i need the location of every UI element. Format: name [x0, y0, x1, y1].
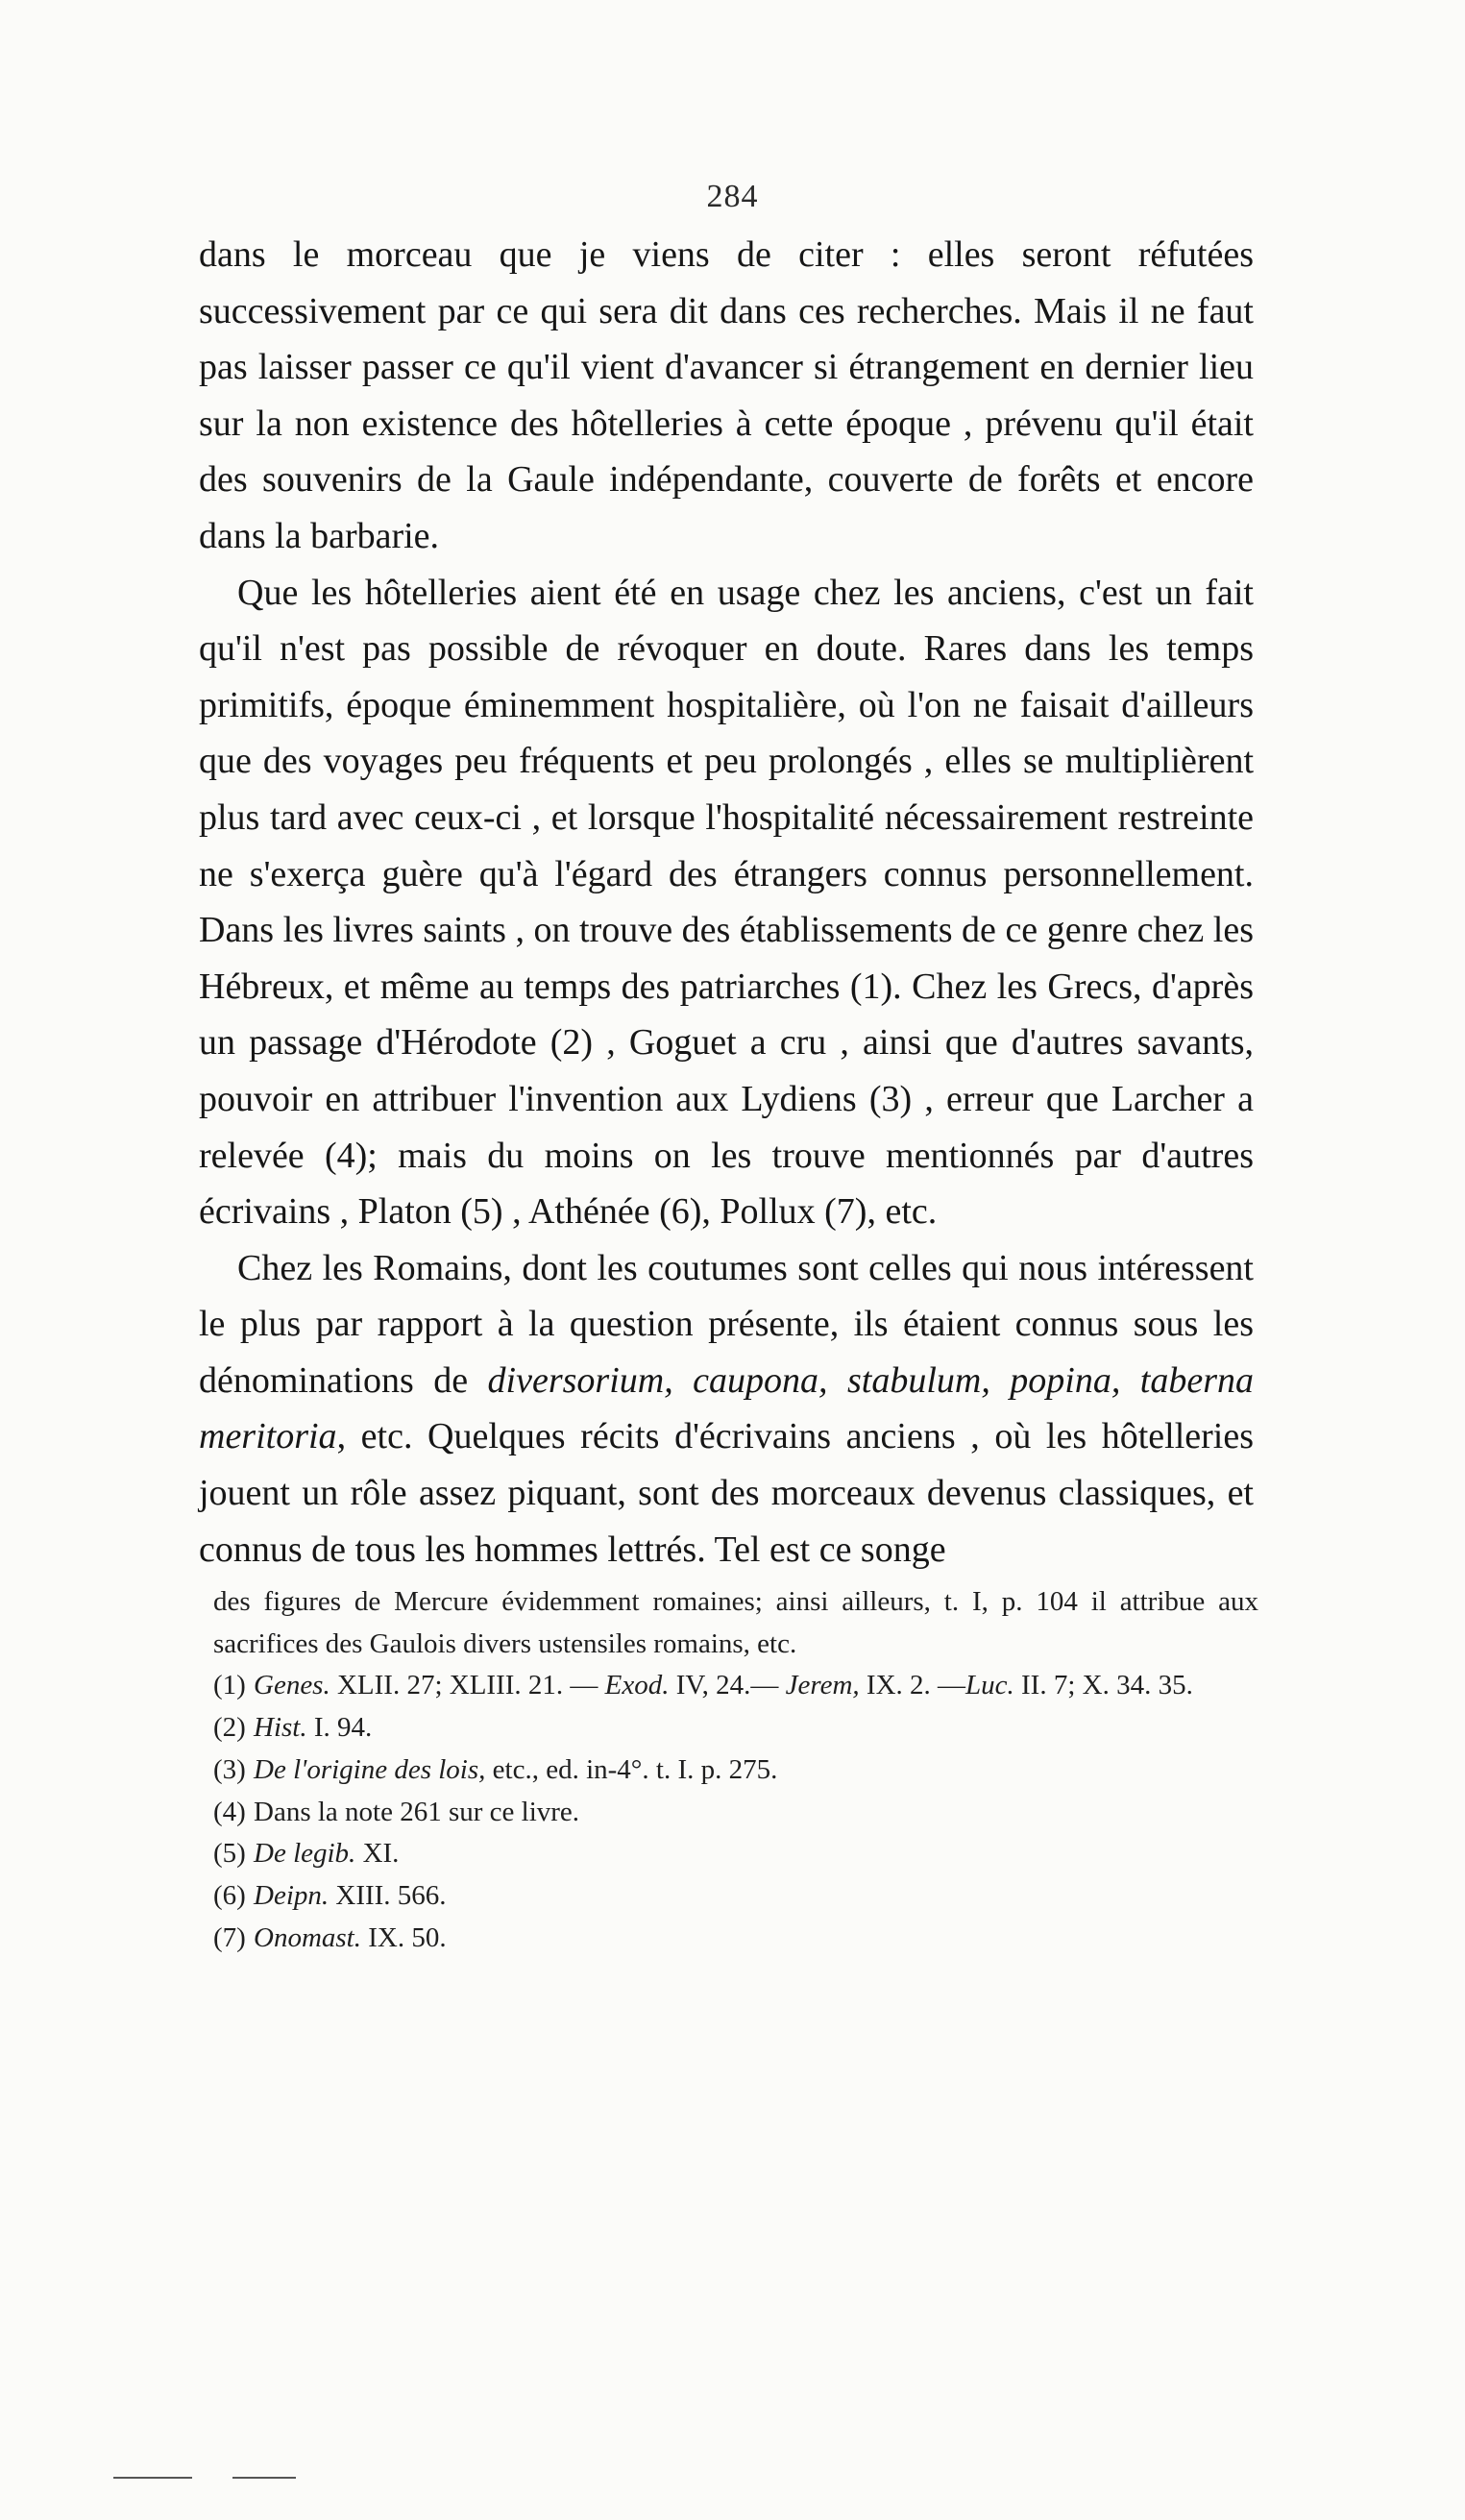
footnote-text: IV, 24.— — [669, 1670, 786, 1701]
footnote-number: (4) — [213, 1796, 246, 1827]
bottom-rule-left — [113, 2477, 192, 2479]
footnote-source-title: Deipn. — [254, 1879, 330, 1911]
paragraph-2: Que les hôtelleries aient été en usage chez les anciens, c'est un fait qu'il n'est pas possible de révoquer en doute. Rares dans les temps primitifs, époque éminemment hospitalière, où l'on ne faisait d'ailleurs que des voyages peu fréquents et peu prolongés , elles se multiplièrent plus tard avec ceux-ci , et lorsque l'hospitalité nécessairement restreinte ne s'exerça guère qu'à l'égard des étrangers connus personnellement. Dans les livres saints , on trouve des établissements de ce genre chez les Hébreux, et même au temps des patriarches (1). Chez les Grecs, d'après un passage d'Hérodote (2) , Goguet a cru , ainsi que d'autres savants, pouvoir en attribuer l'invention aux Lydiens (3) , erreur que Larcher a relevée (4); mais du moins on les trouve mentionnés par d'autres écrivains , Platon (5) , Athénée (6), Pollux (7), etc. — [199, 572, 1254, 1233]
latin-terms: diversorium, caupona, stabulum, popina, taberna meritoria — [199, 1359, 1255, 1457]
footnote-number: (3) — [213, 1753, 246, 1785]
footnote-3 — [213, 1749, 1258, 1792]
footnote-text: XIII. 566. — [329, 1879, 447, 1911]
footnote-text: Dans la note 261 sur ce livre. — [254, 1796, 580, 1827]
footnote-5 — [213, 1833, 1258, 1875]
footnote-source-title: Genes. — [254, 1670, 330, 1701]
footnote-number: (7) — [213, 1921, 246, 1953]
footnote-7 — [213, 1918, 1258, 1960]
footnote-source-title: Hist. — [254, 1712, 307, 1744]
footnote-text: XI. — [355, 1838, 400, 1870]
footnote-number: (2) — [213, 1712, 246, 1744]
footnote-text: II. 7; X. 34. 35. — [1013, 1670, 1193, 1701]
paragraph-3 — [199, 1240, 1254, 1578]
footnote-number: (6) — [213, 1879, 246, 1911]
footnote-source-title: Exod. — [604, 1670, 670, 1701]
footnote-source-title: Jerem, — [785, 1670, 860, 1701]
body-text — [199, 227, 1254, 1578]
footnotes — [213, 1581, 1258, 1959]
paragraph-3-text-after: , etc. Quelques récits d'écrivains anciens , où les hôtelleries jouent un rôle assez piquant, sont des morceaux devenus classiques, et connus de tous les hommes lettrés. Tel est ce songe — [199, 1416, 1254, 1570]
page-number: 284 — [706, 179, 759, 214]
footnote-text: XLII. 27; XLIII. 21. — — [330, 1670, 605, 1701]
footnote-number: (5) — [213, 1838, 246, 1870]
footnote-number: (1) — [213, 1670, 246, 1701]
footnote-1 — [213, 1665, 1258, 1707]
footnote-source-title: Onomast. — [254, 1921, 361, 1953]
footnote-text: IX. 50. — [360, 1921, 447, 1953]
footnote-continuation: des figures de Mercure évidemment romaines; ainsi ailleurs, t. I, p. 104 il attribue aux sacrifices des Gaulois divers ustensiles romains, etc. — [213, 1586, 1258, 1659]
paragraph-3-text-before: Chez les Romains, dont les coutumes sont celles qui nous intéressent le plus par rapport à la question présente, ils étaient connus sous les dénominations de — [199, 1247, 1254, 1401]
footnote-source-title: De l'origine des lois, — [254, 1753, 486, 1785]
footnote-text: I. 94. — [306, 1712, 373, 1744]
footnote-source-title: De legib. — [254, 1838, 356, 1870]
paragraph-1: dans le morceau que je viens de citer : elles seront réfutées successivement par ce qui sera dit dans ces recherches. Mais il ne faut pas laisser passer ce qu'il vient d'avancer si étrangement en dernier lieu sur la non existence des hôtelleries à cette époque , prévenu qu'il était des souvenirs de la Gaule indépendante, couverte de forêts et encore dans la barbarie. — [199, 234, 1254, 556]
footnote-source-title: Luc. — [965, 1670, 1014, 1701]
footnote-2 — [213, 1707, 1258, 1749]
footnote-6 — [213, 1875, 1258, 1918]
footnote-list — [213, 1665, 1258, 1959]
footnote-4 — [213, 1792, 1258, 1834]
bottom-rule-right — [232, 2477, 296, 2479]
footnote-text: etc., ed. in-4°. t. I. p. 275. — [485, 1753, 778, 1785]
footnote-text: IX. 2. — — [859, 1670, 966, 1701]
